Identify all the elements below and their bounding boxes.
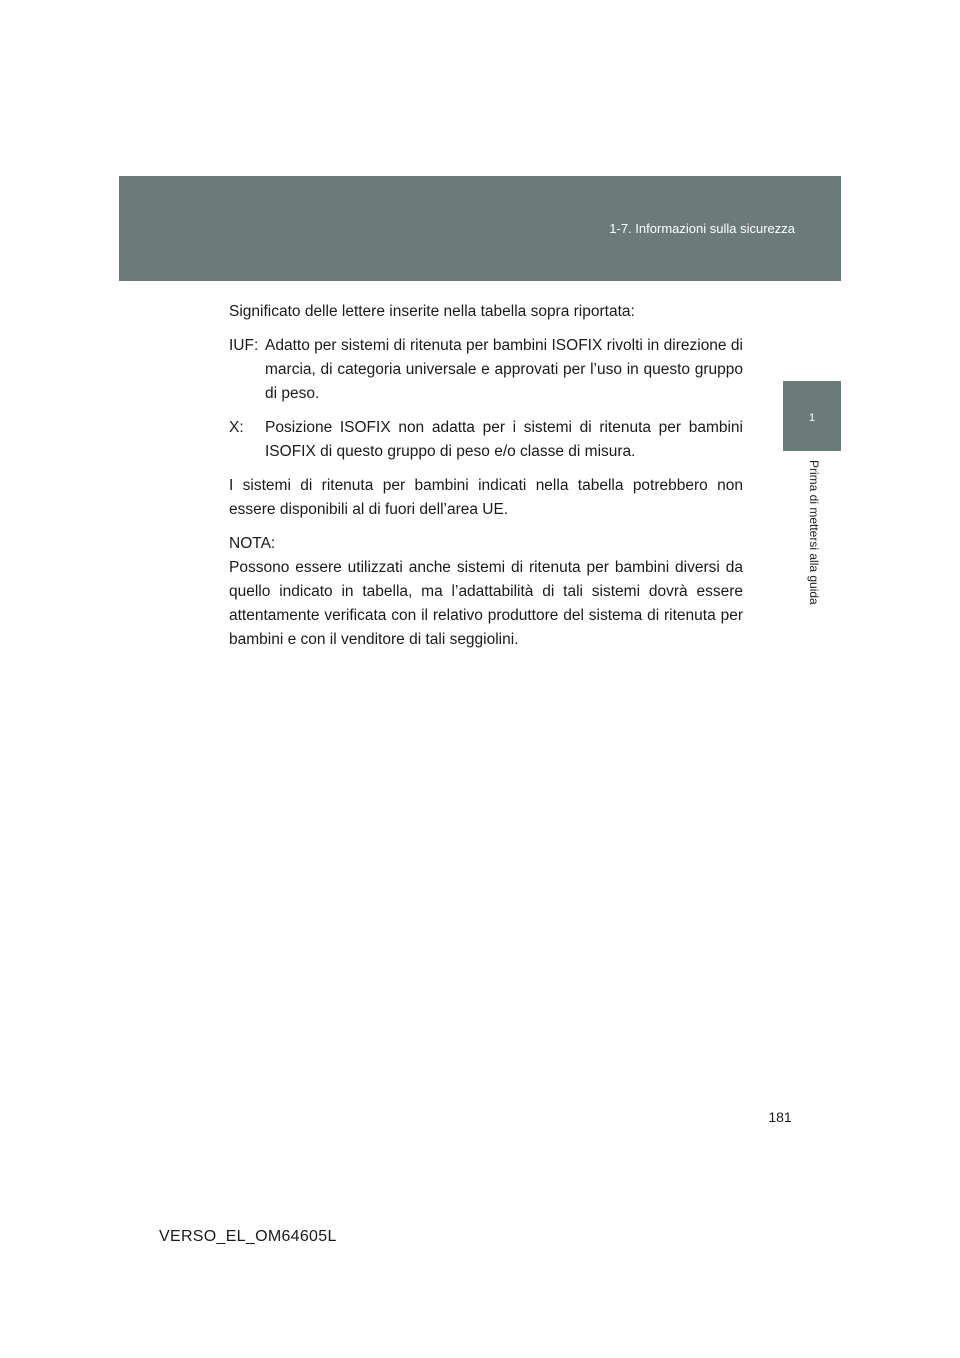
availability-paragraph: I sistemi di ritenuta per bambini indicati nella tabella potrebbero non essere disponibili al di fuori dell’area UE.	[229, 477, 743, 518]
section-title: 1-7. Informazioni sulla sicurezza	[609, 221, 795, 236]
section-header-band	[119, 176, 841, 281]
definition-x	[229, 416, 743, 464]
definition-text: Adatto per sistemi di ritenuta per bambini ISOFIX rivolti in direzione di marcia, di categoria universale e approvati per l’uso in questo gruppo di peso.	[265, 337, 743, 402]
definition-iuf	[229, 334, 743, 406]
definition-key: X:	[229, 419, 244, 436]
intro-paragraph: Significato delle lettere inserite nella tabella sopra riportata:	[229, 303, 635, 320]
note-paragraph: Possono essere utilizzati anche sistemi di ritenuta per bambini diversi da quello indicato in tabella, ma l’adattabilità di tali sistemi dovrà essere attentamente verificata con il relativo produttore del sistema di ritenuta per bambini e con il venditore di tali seggiolini.	[229, 559, 743, 648]
definition-text: Posizione ISOFIX non adatta per i sistemi di ritenuta per bambini ISOFIX di questo gruppo di peso e/o classe di misura.	[265, 419, 743, 460]
document-code: VERSO_EL_OM64605L	[159, 1228, 337, 1245]
chapter-number: 1	[808, 412, 816, 424]
page-content	[229, 300, 743, 662]
chapter-tab	[783, 381, 841, 451]
note-label: NOTA:	[229, 535, 276, 552]
chapter-label: Prima di mettersi alla guida	[807, 460, 821, 605]
page-number: 181	[768, 1109, 792, 1125]
definition-key: IUF:	[229, 337, 259, 354]
